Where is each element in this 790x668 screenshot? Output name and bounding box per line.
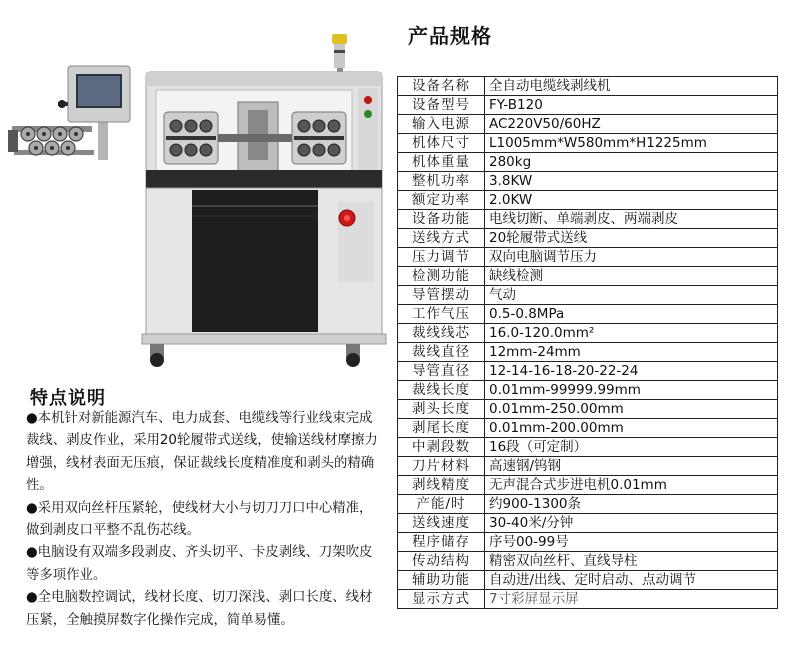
spec-value: 约900-1300条 xyxy=(485,495,778,514)
spec-value: 2.0KW xyxy=(485,191,778,210)
spec-label: 裁线线芯 xyxy=(398,324,485,343)
spec-label: 剥尾长度 xyxy=(398,419,485,438)
spec-row xyxy=(398,248,778,267)
spec-label: 辅助功能 xyxy=(398,571,485,590)
spec-label: 中剥段数 xyxy=(398,438,485,457)
spec-row xyxy=(398,590,778,609)
spec-row xyxy=(398,400,778,419)
spec-label: 额定功率 xyxy=(398,191,485,210)
spec-value: 0.01mm-99999.99mm xyxy=(485,381,778,400)
spec-label: 显示方式 xyxy=(398,590,485,609)
spec-row xyxy=(398,438,778,457)
spec-row xyxy=(398,96,778,115)
spec-label: 剥头长度 xyxy=(398,400,485,419)
feature-item: ●电脑设有双端多段剥皮、齐头切平、卡皮剥线、刀架吹皮等多项作业。 xyxy=(26,545,373,583)
spec-row xyxy=(398,229,778,248)
spec-row xyxy=(398,343,778,362)
spec-label: 导管摆动 xyxy=(398,286,485,305)
spec-value: 30-40米/分钟 xyxy=(485,514,778,533)
spec-label: 机体尺寸 xyxy=(398,134,485,153)
spec-label: 整机功率 xyxy=(398,172,485,191)
spec-value: 全自动电缆线剥线机 xyxy=(485,77,778,96)
spec-value: 280kg xyxy=(485,153,778,172)
spec-row xyxy=(398,324,778,343)
spec-value: 无声混合式步进电机0.01mm xyxy=(485,476,778,495)
spec-value: 12mm-24mm xyxy=(485,343,778,362)
spec-heading: 产品规格 xyxy=(408,24,492,48)
spec-label: 程序储存 xyxy=(398,533,485,552)
spec-value: 0.01mm-200.00mm xyxy=(485,419,778,438)
features-heading: 特点说明 xyxy=(30,388,106,409)
feed-roller-right xyxy=(292,112,346,164)
spec-value: 高速钢/钨钢 xyxy=(485,457,778,476)
spec-label: 输入电源 xyxy=(398,115,485,134)
spec-row xyxy=(398,495,778,514)
spec-value: AC220V50/60HZ xyxy=(485,115,778,134)
emergency-stop-button xyxy=(339,210,355,226)
spec-label: 检测功能 xyxy=(398,267,485,286)
spec-table xyxy=(397,76,778,609)
spec-row xyxy=(398,514,778,533)
spec-label: 裁线直径 xyxy=(398,343,485,362)
spec-label: 压力调节 xyxy=(398,248,485,267)
spec-row xyxy=(398,115,778,134)
spec-row xyxy=(398,533,778,552)
spec-row xyxy=(398,552,778,571)
spec-value: 双向电脑调节压力 xyxy=(485,248,778,267)
machine-base xyxy=(142,334,386,367)
machine-product-image xyxy=(6,30,390,370)
spec-row xyxy=(398,419,778,438)
spec-value: L1005mm*W580mm*H1225mm xyxy=(485,134,778,153)
spec-row xyxy=(398,476,778,495)
spec-row xyxy=(398,191,778,210)
spec-value: 3.8KW xyxy=(485,172,778,191)
spec-label: 设备型号 xyxy=(398,96,485,115)
wire-straightener xyxy=(8,126,94,155)
feature-item: ●采用双向丝杆压紧轮，使线材大小与切刀刀口中心精准，做到剥皮口平整不乱伤芯线。 xyxy=(26,500,373,539)
spec-label: 送线方式 xyxy=(398,229,485,248)
spec-value: 20轮履带式送线 xyxy=(485,229,778,248)
spec-row xyxy=(398,153,778,172)
spec-value: 0.5-0.8MPa xyxy=(485,305,778,324)
spec-label: 剥线精度 xyxy=(398,476,485,495)
spec-label: 裁线长度 xyxy=(398,381,485,400)
spec-row xyxy=(398,134,778,153)
spec-label: 导管直径 xyxy=(398,362,485,381)
spec-label: 产能/时 xyxy=(398,495,485,514)
spec-row xyxy=(398,77,778,96)
feature-item: ●全电脑数控调试，线材长度、切刀深浅、剥口长度、线材压紧，全触摸屏数字化操作完成，简单易懂。 xyxy=(26,590,373,628)
spec-label: 设备名称 xyxy=(398,77,485,96)
spec-row xyxy=(398,362,778,381)
spec-value: 精密双向丝杆、直线导柱 xyxy=(485,552,778,571)
spec-row xyxy=(398,381,778,400)
spec-row xyxy=(398,267,778,286)
feed-roller-left xyxy=(164,112,218,164)
spec-value: 16.0-120.0mm² xyxy=(485,324,778,343)
spec-row xyxy=(398,172,778,191)
spec-value: 缺线检测 xyxy=(485,267,778,286)
spec-row xyxy=(398,457,778,476)
spec-row xyxy=(398,305,778,324)
spec-label: 送线速度 xyxy=(398,514,485,533)
spec-value: FY-B120 xyxy=(485,96,778,115)
feature-item: ●本机针对新能源汽车、电力成套、电缆线等行业线束完成裁线、剥皮作业，采用20轮履带式送线，使输送线材摩擦力增强，线材表面无压痕，保证裁线长度精准度和剥头的精确性。 xyxy=(26,411,378,494)
spec-value: 序号00-99号 xyxy=(485,533,778,552)
spec-row xyxy=(398,571,778,590)
spec-value: 12-14-16-18-20-22-24 xyxy=(485,362,778,381)
spec-label: 传动结构 xyxy=(398,552,485,571)
spec-value: 气动 xyxy=(485,286,778,305)
spec-value: 自动进/出线、定时启动、点动调节 xyxy=(485,571,778,590)
features-list xyxy=(26,408,384,632)
spec-label: 刀片材料 xyxy=(398,457,485,476)
spec-row xyxy=(398,286,778,305)
spec-value: 0.01mm-250.00mm xyxy=(485,400,778,419)
spec-label: 机体重量 xyxy=(398,153,485,172)
spec-label: 设备功能 xyxy=(398,210,485,229)
spec-value: 7寸彩屏显示屏 xyxy=(485,590,778,609)
spec-value: 16段（可定制） xyxy=(485,438,778,457)
spec-row xyxy=(398,210,778,229)
spec-label: 工作气压 xyxy=(398,305,485,324)
spec-value: 电线切断、单端剥皮、两端剥皮 xyxy=(485,210,778,229)
